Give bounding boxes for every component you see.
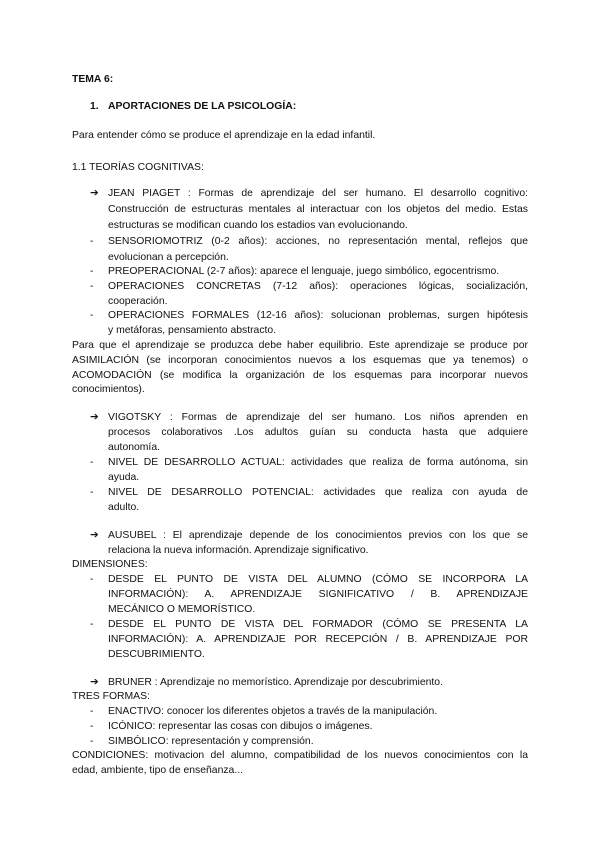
vigotsky-level-1-line-1: NIVEL DE DESARROLLO ACTUAL: actividades que realiza de forma autónoma, sin (108, 457, 528, 468)
dimension-1-line-1: DESDE EL PUNTO DE VISTA DEL ALUMNO (CÓMO SE INCORPORA LA (108, 574, 528, 585)
arrow-icon: ➔ (90, 188, 99, 199)
piaget-stage-4-line-2: y metáforas, pensamiento abstracto. (108, 325, 277, 336)
intro-text: Para entender cómo se produce el aprendizaje en la edad infantil. (72, 130, 376, 141)
ausubel-line-2: relaciona la nueva información. Aprendizaje significativo. (108, 545, 369, 556)
dash-icon: - (90, 457, 94, 468)
dimension-2-line-3: DESCUBRIMIENTO. (108, 649, 205, 660)
dash-icon: - (90, 281, 94, 292)
piaget-note-line-4: conocimientos). (72, 384, 145, 395)
dash-icon: - (90, 310, 94, 321)
dimensions-label: DIMENSIONES: (72, 559, 148, 570)
dimension-2-line-1: DESDE EL PUNTO DE VISTA DEL FORMADOR (CÓMO SE PRESENTA LA (108, 619, 528, 630)
piaget-stage-1-line-2: evolucionan a percepción. (108, 252, 229, 263)
dash-icon: - (90, 266, 94, 277)
arrow-icon: ➔ (90, 530, 99, 541)
dash-icon: - (90, 574, 94, 585)
vigotsky-line-1: VIGOTSKY : Formas de aprendizaje del ser humano. Los niños aprenden en (108, 412, 528, 423)
form-enactivo: ENACTIVO: conocer los diferentes objetos a través de la manipulación. (108, 706, 438, 717)
dash-icon: - (90, 721, 94, 732)
form-iconico: ICÓNICO: representar las cosas con dibujos o imágenes. (108, 721, 373, 732)
section-title: APORTACIONES DE LA PSICOLOGÍA: (108, 101, 297, 112)
piaget-line-1: JEAN PIAGET : Formas de aprendizaje del ser humano. El desarrollo cognitivo: (108, 188, 528, 199)
piaget-stage-3-line-2: cooperación. (108, 296, 168, 307)
section-number: 1. (90, 101, 99, 112)
piaget-note-line-3: ACOMODACIÓN (se modifica la organización de los esquemas para incorporar nuevos (72, 370, 528, 381)
bruner-line: BRUNER : Aprendizaje no memorístico. Aprendizaje por descubrimiento. (108, 677, 443, 688)
subsection-heading: 1.1 TEORÍAS COGNITIVAS: (72, 162, 204, 173)
forms-label: TRES FORMAS: (72, 691, 150, 702)
vigotsky-level-2-line-2: adulto. (108, 502, 140, 513)
dash-icon: - (90, 706, 94, 717)
dimension-2-line-2: INFORMACIÓN): A. APRENDIZAJE POR RECEPCIÓN / B. APRENDIZAJE POR (108, 634, 528, 645)
piaget-line-3: estructuras se modifican cuando los estadios van evolucionando. (108, 220, 408, 231)
dash-icon: - (90, 736, 94, 747)
vigotsky-line-3: autonomía. (108, 442, 160, 453)
piaget-note-line-1: Para que el aprendizaje se produzca debe haber equilibrio. Este aprendizaje se produce por (72, 340, 528, 351)
piaget-stage-3-line-1: OPERACIONES CONCRETAS (7-12 años): operaciones lógicas, socialización, (108, 281, 528, 292)
piaget-stage-2: PREOPERACIONAL (2-7 años): aparece el lenguaje, juego simbólico, egocentrismo. (108, 266, 500, 277)
piaget-line-2: Construcción de estructuras mentales al interactuar con los objetos del medio. Estas (108, 204, 528, 215)
arrow-icon: ➔ (90, 677, 99, 688)
conditions-line-2: edad, ambiente, tipo de enseñanza... (72, 765, 243, 776)
piaget-note-line-2: ASIMILACIÓN (se incorporan conocimientos nuevos a los esquemas que ya tenemos) o (72, 355, 528, 366)
vigotsky-level-1-line-2: ayuda. (108, 472, 140, 483)
vigotsky-line-2: procesos colaborativos .Los adultos guían su conducta hasta que adquiere (108, 427, 528, 438)
dimension-1-line-2: INFORMACIÓN): A. APRENDIZAJE SIGNIFICATIVO / B. APRENDIZAJE (108, 589, 528, 600)
document-title: TEMA 6: (72, 74, 114, 85)
form-simbolico: SIMBÓLICO: representación y comprensión. (108, 736, 314, 747)
dash-icon: - (90, 236, 94, 247)
vigotsky-level-2-line-1: NIVEL DE DESARROLLO POTENCIAL: actividades que realiza con ayuda de (108, 487, 528, 498)
arrow-icon: ➔ (90, 412, 99, 423)
dash-icon: - (90, 487, 94, 498)
piaget-stage-4-line-1: OPERACIONES FORMALES (12-16 años): solucionan problemas, surgen hipótesis (108, 310, 528, 321)
ausubel-line-1: AUSUBEL : El aprendizaje depende de los conocimientos previos con los que se (108, 530, 528, 541)
dash-icon: - (90, 619, 94, 630)
dimension-1-line-3: MECÁNICO O MEMORÍSTICO. (108, 604, 256, 615)
piaget-stage-1-line-1: SENSORIOMOTRIZ (0-2 años): acciones, no representación mental, reflejos que (108, 236, 528, 247)
conditions-line-1: CONDICIONES: motivacion del alumno, compatibilidad de los nuevos conocimientos con la (72, 750, 528, 761)
